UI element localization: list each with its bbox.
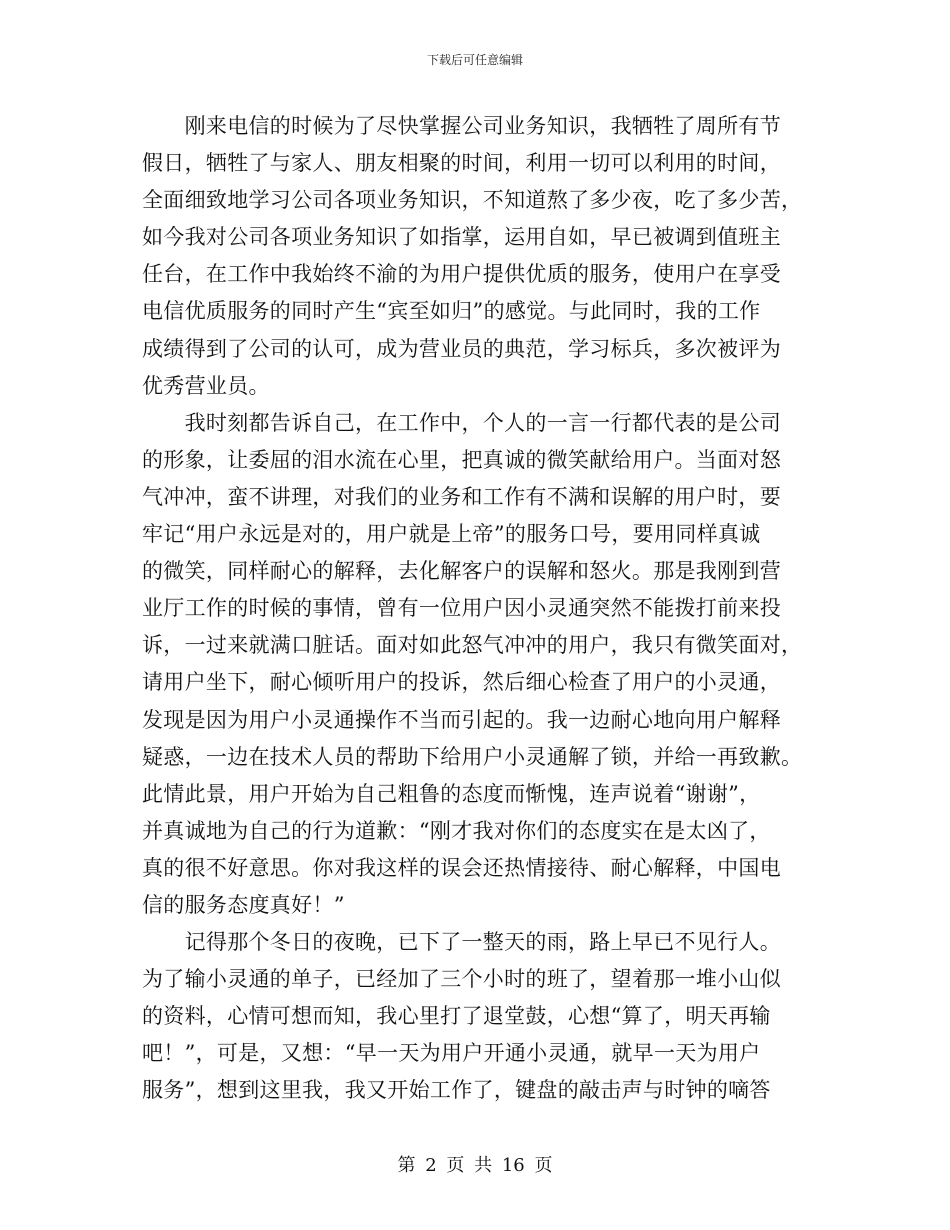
text-line: 吧！”，可是，又想：“早一天为用户开通小灵通，就早一天为用户 [142,1041,761,1066]
text-line: 我时刻都告诉自己，在工作中，个人的一言一行都代表的是公司 [142,410,781,435]
page-number: 第 2 页 共 16 页 [397,1155,553,1176]
text-line: 服务”，想到这里我，我又开始工作了，键盘的敲击声与时钟的嘀答 [142,1078,771,1103]
text-line: 成绩得到了公司的认可，成为营业员的典范，学习标兵，多次被评为 [142,336,781,361]
text-line: 真的很不好意思。你对我这样的误会还热情接待、耐心解释，中国电 [142,855,781,880]
text-line: 任台，在工作中我始终不渝的为用户提供优质的服务，使用户在享受 [142,262,781,287]
text-line: 如今我对公司各项业务知识了如指掌，运用自如，早已被调到值班主 [142,225,781,250]
text-line: 假日，牺牲了与家人、朋友相聚的时间，利用一切可以利用的时间， [142,151,781,176]
body-text [142,108,808,1110]
text-line: 并真诚地为自己的行为道歉：“刚才我对你们的态度实在是太凶了， [142,818,771,843]
text-line: 信的服务态度真好！” [142,892,345,917]
text-line: 的资料，心情可想而知，我心里打了退堂鼓，心想“算了，明天再输 [142,1004,771,1029]
text-line: 刚来电信的时候为了尽快掌握公司业务知识，我牺牲了周所有节 [142,114,781,138]
text-line: 的微笑，同样耐心的解释，去化解客户的误解和怒火。那是我刚到营 [142,559,781,584]
text-line: 请用户坐下，耐心倾听用户的投诉，然后细心检查了用户的小灵通， [142,670,781,695]
text-line: 的形象，让委屈的泪水流在心里，把真诚的微笑献给用户。当面对怒 [142,447,781,472]
page-header-note: 下载后可任意编辑 [426,53,523,67]
text-line: 为了输小灵通的单子，已经加了三个小时的班了，望着那一堆小山似 [142,967,781,992]
text-line: 此情此景，用户开始为自己粗鲁的态度而惭愧，连声说着“谢谢”， [142,781,761,806]
text-line: 全面细致地学习公司各项业务知识，不知道熬了多少夜，吃了多少苦， [142,188,803,213]
text-line: 优秀营业员。 [142,373,270,398]
text-line: 诉，一过来就满口脏话。面对如此怒气冲冲的用户，我只有微笑面对， [142,633,803,658]
text-line: 发现是因为用户小灵通操作不当而引起的。我一边耐心地向用户解释 [142,707,781,732]
text-line: 业厅工作的时候的事情，曾有一位用户因小灵通突然不能拨打前来投 [142,596,781,621]
text-line: 记得那个冬日的夜晚，已下了一整天的雨，路上早已不见行人。 [142,930,781,955]
text-line: 电信优质服务的同时产生“宾至如归”的感觉。与此同时，我的工作 [142,299,761,324]
text-line: 疑惑，一边在技术人员的帮助下给用户小灵通解了锁，并给一再致歉。 [142,744,803,769]
text-line: 气冲冲，蛮不讲理，对我们的业务和工作有不满和误解的用户时，要 [142,484,781,509]
text-line: 牢记“用户永远是对的，用户就是上帝”的服务口号，要用同样真诚 [142,522,761,547]
